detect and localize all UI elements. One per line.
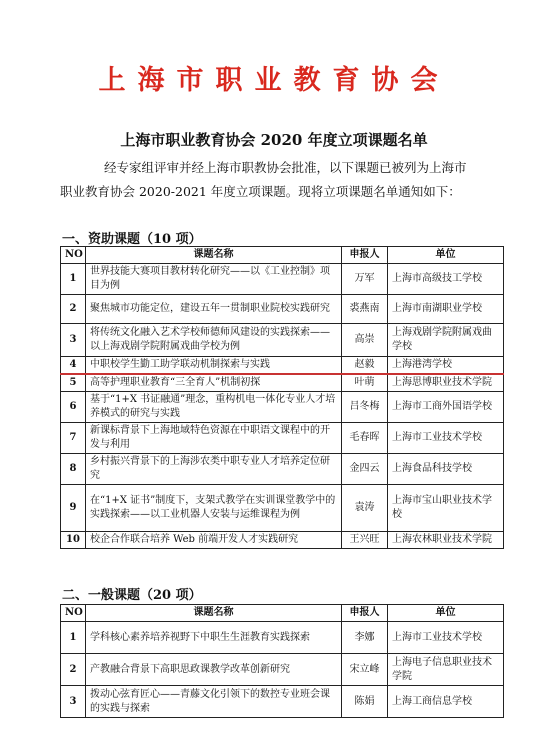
section-heading-funded: 一、资助课题（10 项） bbox=[62, 232, 202, 247]
table-row bbox=[61, 264, 504, 295]
project-title: 在“1+X 证书”制度下，支架式教学在实训课堂教学中的实践探索——以工业机器人安装与运维课程为例 bbox=[86, 485, 342, 532]
unit: 上海思博职业技术学院 bbox=[388, 374, 504, 392]
applicant: 袁涛 bbox=[342, 485, 388, 532]
column-header-unit: 单位 bbox=[388, 605, 504, 622]
table-row bbox=[61, 454, 504, 485]
unit: 上海农林职业技术学院 bbox=[388, 532, 504, 549]
table-row bbox=[61, 686, 504, 718]
applicant: 高崇 bbox=[342, 324, 388, 357]
intro-paragraph bbox=[60, 156, 500, 204]
project-title: 世界技能大赛项目教材转化研究——以《工业控制》项目为例 bbox=[86, 264, 342, 295]
column-header-no: NO bbox=[61, 247, 86, 264]
project-title: 校企合作联合培养 Web 前端开发人才实践研究 bbox=[86, 532, 342, 549]
applicant: 叶萌 bbox=[342, 374, 388, 392]
applicant: 毛春晖 bbox=[342, 423, 388, 454]
unit: 上海市高级技工学校 bbox=[388, 264, 504, 295]
general-projects-table bbox=[60, 604, 504, 718]
organization-title: 上海市职业教育协会 bbox=[98, 65, 450, 96]
applicant: 李娜 bbox=[342, 622, 388, 654]
unit: 上海戏剧学院附属戏曲学校 bbox=[388, 324, 504, 357]
unit: 上海市工业技术学校 bbox=[388, 423, 504, 454]
row-number: 3 bbox=[61, 324, 86, 357]
table-row bbox=[61, 622, 504, 654]
intro-line-2: 职业教育协会 2020-2021 年度立项课题。现将立项课题名单通知如下： bbox=[60, 184, 461, 199]
table-row bbox=[61, 485, 504, 532]
column-header-no: NO bbox=[61, 605, 86, 622]
applicant: 陈娟 bbox=[342, 686, 388, 718]
unit: 上海市宝山职业技术学校 bbox=[388, 485, 504, 532]
column-header-applicant: 申报人 bbox=[342, 247, 388, 264]
project-title: 学科核心素养培养视野下中职生生涯教育实践探索 bbox=[86, 622, 342, 654]
row-number: 10 bbox=[61, 532, 86, 549]
row-number: 3 bbox=[61, 686, 86, 718]
unit: 上海市工业技术学校 bbox=[388, 622, 504, 654]
table-row bbox=[61, 357, 504, 375]
applicant: 宋立峰 bbox=[342, 654, 388, 686]
row-number: 7 bbox=[61, 423, 86, 454]
project-title: 产教融合背景下高职思政课教学改革创新研究 bbox=[86, 654, 342, 686]
unit: 上海电子信息职业技术学院 bbox=[388, 654, 504, 686]
project-title: 基于“1+X 书证融通”理念，重构机电一体化专业人才培养模式的研究与实践 bbox=[86, 392, 342, 423]
table-row bbox=[61, 423, 504, 454]
row-number: 6 bbox=[61, 392, 86, 423]
unit: 上海市南湖职业学校 bbox=[388, 295, 504, 324]
row-number: 2 bbox=[61, 295, 86, 324]
row-number: 2 bbox=[61, 654, 86, 686]
unit: 上海食品科技学校 bbox=[388, 454, 504, 485]
table-row bbox=[61, 374, 504, 392]
project-title: 将传统文化融入艺术学校师德师风建设的实践探索——以上海戏剧学院附属戏曲学校为例 bbox=[86, 324, 342, 357]
applicant: 赵毅 bbox=[342, 357, 388, 375]
applicant: 王兴旺 bbox=[342, 532, 388, 549]
project-title: 新课标背景下上海地域特色资源在中职语文课程中的开发与利用 bbox=[86, 423, 342, 454]
project-title: 高等护理职业教育“三全育人”机制初探 bbox=[86, 374, 342, 392]
table-header-row bbox=[61, 605, 504, 622]
section-heading-general: 二、一般课题（20 项） bbox=[62, 588, 202, 603]
row-number: 8 bbox=[61, 454, 86, 485]
column-header-applicant: 申报人 bbox=[342, 605, 388, 622]
table-row bbox=[61, 295, 504, 324]
table-row bbox=[61, 654, 504, 686]
row-number: 1 bbox=[61, 264, 86, 295]
document-title: 上海市职业教育协会 2020 年度立项课题名单 bbox=[120, 131, 428, 149]
unit: 上海市工商外国语学校 bbox=[388, 392, 504, 423]
applicant: 裘燕南 bbox=[342, 295, 388, 324]
project-title: 拨动心弦育匠心——青藤文化引领下的数控专业班会课的实践与探索 bbox=[86, 686, 342, 718]
applicant: 万军 bbox=[342, 264, 388, 295]
project-title: 聚焦城市功能定位，建设五年一贯制职业院校实践研究 bbox=[86, 295, 342, 324]
table-header-row bbox=[61, 247, 504, 264]
column-header-unit: 单位 bbox=[388, 247, 504, 264]
row-number: 1 bbox=[61, 622, 86, 654]
row-number: 9 bbox=[61, 485, 86, 532]
unit: 上海港湾学校 bbox=[388, 357, 504, 375]
column-header-title: 课题名称 bbox=[86, 605, 342, 622]
row-number: 4 bbox=[61, 357, 86, 375]
project-title: 中职校学生勤工助学联动机制探索与实践 bbox=[86, 357, 342, 375]
row-number: 5 bbox=[61, 374, 86, 392]
project-title: 乡村振兴背景下的上海涉农类中职专业人才培养定位研究 bbox=[86, 454, 342, 485]
intro-line-1: 经专家组评审并经上海市职教协会批准，以下课题已被列为上海市 bbox=[104, 160, 467, 175]
unit: 上海工商信息学校 bbox=[388, 686, 504, 718]
table-row bbox=[61, 324, 504, 357]
column-header-title: 课题名称 bbox=[86, 247, 342, 264]
funded-projects-table bbox=[60, 246, 504, 549]
table-row bbox=[61, 392, 504, 423]
applicant: 吕冬梅 bbox=[342, 392, 388, 423]
applicant: 金四云 bbox=[342, 454, 388, 485]
table-row bbox=[61, 532, 504, 549]
